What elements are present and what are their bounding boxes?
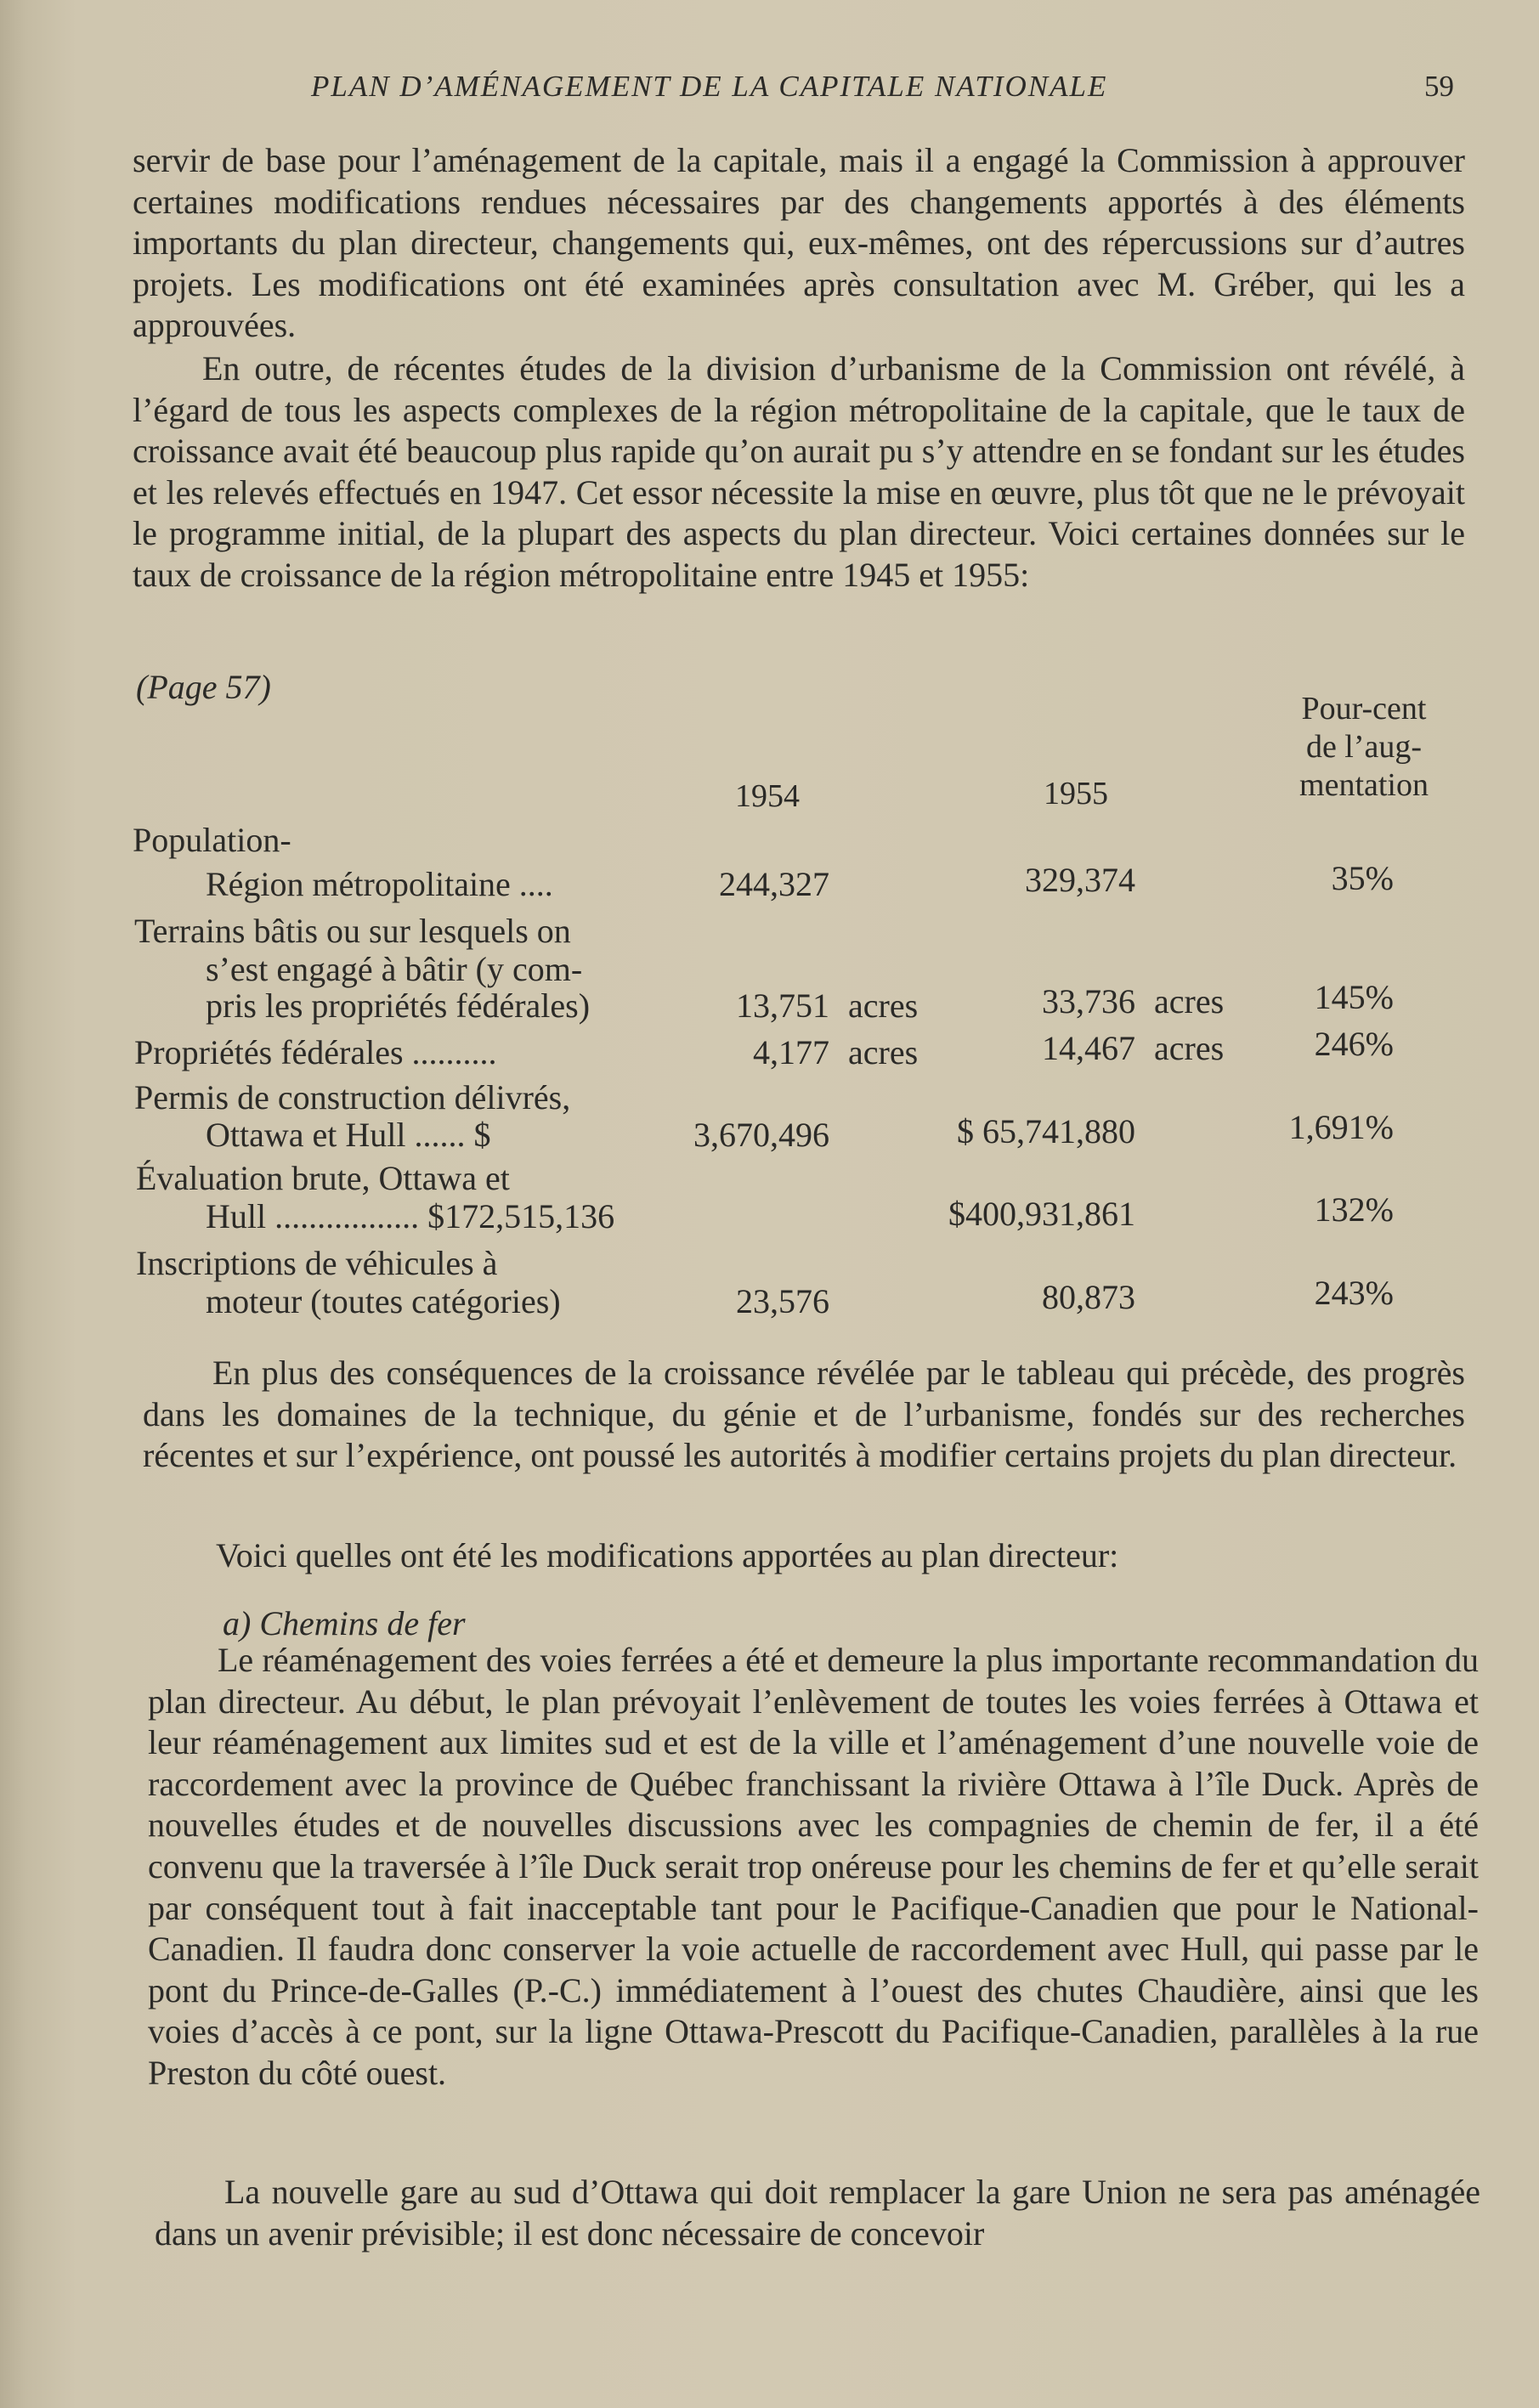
table-row-label: Propriétés fédérales .......... — [134, 1033, 497, 1071]
paragraph-4 — [216, 1535, 1465, 1577]
table-cell-unit: acres — [848, 1033, 919, 1071]
table-row-label: Région métropolitaine .... — [206, 865, 553, 903]
table-cell-1955: $ 65,741,880 — [957, 1112, 1135, 1150]
column-header-1955: 1955 — [1044, 776, 1108, 811]
table-cell-percent: 35% — [1331, 859, 1394, 897]
table-row-label: s’est engagé à bâtir (y com- — [206, 950, 583, 988]
table-cell-percent: 243% — [1314, 1274, 1394, 1312]
paragraph-text: La nouvelle gare au sud d’Ottawa qui doit remplacer la gare Union ne sera pas aménagée dans un avenir prévisible; il est donc nécessaire de concevoir — [155, 2173, 1480, 2253]
table-cell-1955: 80,873 — [1042, 1278, 1135, 1316]
table-cell-percent: 246% — [1314, 1025, 1394, 1063]
table-row-label: Permis de construction délivrés, — [134, 1078, 571, 1116]
paragraph-text: Voici quelles ont été les modifications apportées au plan directeur: — [216, 1536, 1119, 1574]
paragraph-3 — [133, 1353, 1465, 1477]
table-cell-percent: 1,691% — [1288, 1108, 1394, 1146]
table-cell-percent: 145% — [1314, 978, 1394, 1016]
table-cell-unit: acres — [1154, 982, 1225, 1020]
table-cell-1954: 3,670,496 — [693, 1116, 829, 1154]
paragraph-5 — [148, 1640, 1479, 2094]
table-row-label: Hull ................. $172,515,136 — [206, 1197, 615, 1235]
paragraph-text: En plus des conséquences de la croissance révélée par le tableau qui précède, des progrès dans les domaines de la technique, du génie et de l’urbanisme, fondés sur des recherches récentes et sur l’expérience, ont poussé les autorités à modifier certains projets du plan directeur. — [143, 1354, 1465, 1474]
page-reference: (Page 57) — [136, 668, 271, 706]
table-row-label: Population- — [133, 821, 291, 859]
column-header-1954: 1954 — [735, 778, 800, 814]
table-row-label: Évaluation brute, Ottawa et — [136, 1159, 510, 1197]
paragraph-text: servir de base pour l’aménagement de la capitale, mais il a engagé la Commission à approuver certaines modifications rendues nécessaires par des changements apportés à des éléments importants du plan directeur, changements qui, eux-mêmes, ont des répercussions sur d’autres projets. Les modifications ont été examinées après consultation avec M. Gréber, qui les a approuvées. — [133, 141, 1465, 344]
paragraph-6 — [155, 2172, 1480, 2254]
paragraph-text: En outre, de récentes études de la division d’urbanisme de la Commission ont révélé, à l’égard de tous les aspects complexes de la région métropolitaine de la capitale, que le taux de croissance avait été beaucoup plus rapide qu’on aurait pu s’y attendre en se fondant sur les études et les relevés effectués en 1947. Cet essor nécessite la mise en œuvre, plus tôt que ne le prévoyait le programme initial, de la plupart des aspects du plan directeur. Voici certaines données sur le taux de croissance de la région métropolitaine entre 1945 et 1955: — [133, 349, 1465, 594]
table-cell-1954: 23,576 — [736, 1282, 829, 1320]
paragraph-1 — [133, 140, 1465, 347]
table-cell-1955: 329,374 — [1025, 861, 1135, 899]
table-cell-1954: 244,327 — [719, 865, 829, 903]
subsection-title: a) Chemins de fer — [223, 1604, 466, 1642]
table-cell-1955: $400,931,861 — [948, 1195, 1135, 1233]
column-header-percent: Pour-cent de l’aug- mentation — [1299, 691, 1429, 803]
table-cell-1955: 14,467 — [1042, 1029, 1135, 1067]
table-cell-1955: 33,736 — [1042, 982, 1135, 1020]
page-number: 59 — [1424, 70, 1454, 103]
table-cell-unit: acres — [1154, 1029, 1225, 1067]
table-row-label: Terrains bâtis ou sur lesquels on — [134, 912, 571, 950]
table-row-label: Inscriptions de véhicules à — [136, 1244, 498, 1282]
table-row-label: moteur (toutes catégories) — [206, 1282, 561, 1320]
table-cell-percent: 132% — [1314, 1190, 1394, 1229]
table-cell-unit: acres — [848, 986, 919, 1025]
table-row-label: pris les propriétés fédérales) — [206, 986, 591, 1025]
table-cell-1954: 13,751 — [736, 986, 829, 1025]
table-cell-1954: 4,177 — [753, 1033, 829, 1071]
table-row-label: Ottawa et Hull ...... $ — [206, 1116, 491, 1154]
paragraph-text: Le réaménagement des voies ferrées a été et demeure la plus importante recommandation du plan directeur. Au début, le plan prévoyait l’enlèvement de toutes les voies ferrées à Ottawa et leur réaménagement aux limites sud et est de la ville et l’aménagement d’une nouvelle voie de raccordement avec la province de Québec franchissant la rivière Ottawa à l’île Duck. Après de nouvelles études et de nouvelles discussions avec les compagnies de chemin de fer, il a été convenu que la traversée à l’île Duck serait trop onéreuse pour les chemins de fer et qu’elle serait par conséquent tout à fait inacceptable tant pour le Pacifique-Canadien que pour le National-Canadien. Il faudra donc conserver la voie actuelle de raccordement avec Hull, qui passe par le pont du Prince-de-Galles (P.-C.) immédiatement à l’ouest des chutes Chaudière, ainsi que les voies d’accès à ce pont, sur la ligne Ottawa-Prescott du Pacifique-Canadien, parallèles à la rue Preston du côté ouest. — [148, 1641, 1479, 2092]
running-header: PLAN D’AMÉNAGEMENT DE LA CAPITALE NATIONALE — [311, 70, 1108, 103]
paragraph-2 — [133, 348, 1465, 596]
